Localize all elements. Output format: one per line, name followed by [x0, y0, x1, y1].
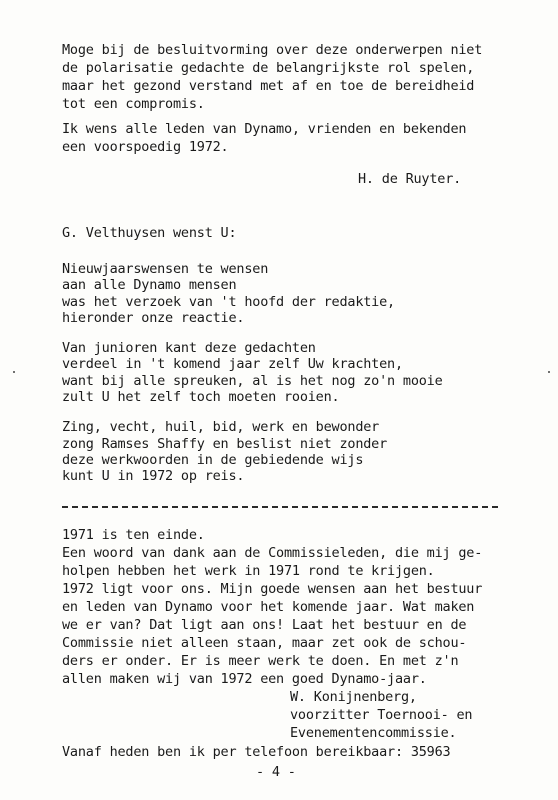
poem-line: Van junioren kant deze gedachten: [62, 340, 316, 356]
paragraph-line: en leden van Dynamo voor het komende jaar. Wat maken: [62, 599, 475, 615]
paper-speck: [548, 371, 550, 373]
poem-line: zult U het zelf toch moeten rooien.: [62, 389, 340, 405]
poem-line: Zing, vecht, huil, bid, werk en bewonder: [62, 419, 380, 435]
poem-line: kunt U in 1972 op reis.: [62, 468, 245, 484]
poem-line: hieronder onze reactie.: [62, 310, 245, 326]
paragraph-line: een voorspoedig 1972.: [62, 139, 229, 155]
section-divider: [62, 506, 498, 508]
section-heading: G. Velthuysen wenst U:: [62, 225, 237, 241]
poem-line: zong Ramses Shaffy en beslist niet zonder: [62, 436, 388, 452]
paragraph-line: allen maken wij van 1972 een goed Dynamo-jaar.: [62, 671, 427, 687]
page-number: - 4 -: [256, 764, 296, 780]
paragraph-line: Moge bij de besluitvorming over deze onderwerpen niet: [62, 42, 483, 58]
poem-line: want bij alle spreuken, al is het nog zo'n mooie: [62, 373, 443, 389]
signature-konijnenberg: W. Konijnenberg,: [290, 689, 417, 705]
poem-line: Nieuwjaarswensen te wensen: [62, 261, 269, 277]
paragraph-line: tot een compromis.: [62, 96, 205, 112]
paragraph-line: Een woord van dank aan de Commissieleden, die mij ge-: [62, 545, 483, 561]
poem-line: aan alle Dynamo mensen: [62, 277, 237, 293]
paragraph-line: holpen hebben het werk in 1971 rond te krijgen.: [62, 563, 435, 579]
phone-line: Vanaf heden ben ik per telefoon bereikbaar: 35963: [62, 744, 451, 760]
paragraph-line: 1971 is ten einde.: [62, 527, 205, 543]
paragraph-line: de polarisatie gedachte de belangrijkste rol spelen,: [62, 60, 475, 76]
paper-speck: [13, 371, 15, 373]
paragraph-line: ders er onder. Er is meer werk te doen. En met z'n: [62, 653, 459, 669]
poem-line: deze werkwoorden in de gebiedende wijs: [62, 452, 364, 468]
paragraph-line: 1972 ligt voor ons. Mijn goede wensen aan het bestuur: [62, 581, 483, 597]
signature-de-ruyter: H. de Ruyter.: [358, 171, 462, 187]
paragraph-line: maar het gezond verstand met af en toe de bereidheid: [62, 78, 475, 94]
signature-title: Evenementencommissie.: [290, 725, 457, 741]
poem-line: verdeel in 't komend jaar zelf Uw krachten,: [62, 356, 403, 372]
poem-line: was het verzoek van 't hoofd der redaktie,: [62, 294, 395, 310]
signature-title: voorzitter Toernooi- en: [290, 707, 473, 723]
paragraph-line: we er van? Dat ligt aan ons! Laat het bestuur en de: [62, 617, 467, 633]
paragraph-line: Commissie niet alleen staan, maar zet ook de schou-: [62, 635, 467, 651]
paragraph-line: Ik wens alle leden van Dynamo, vrienden en bekenden: [62, 121, 467, 137]
